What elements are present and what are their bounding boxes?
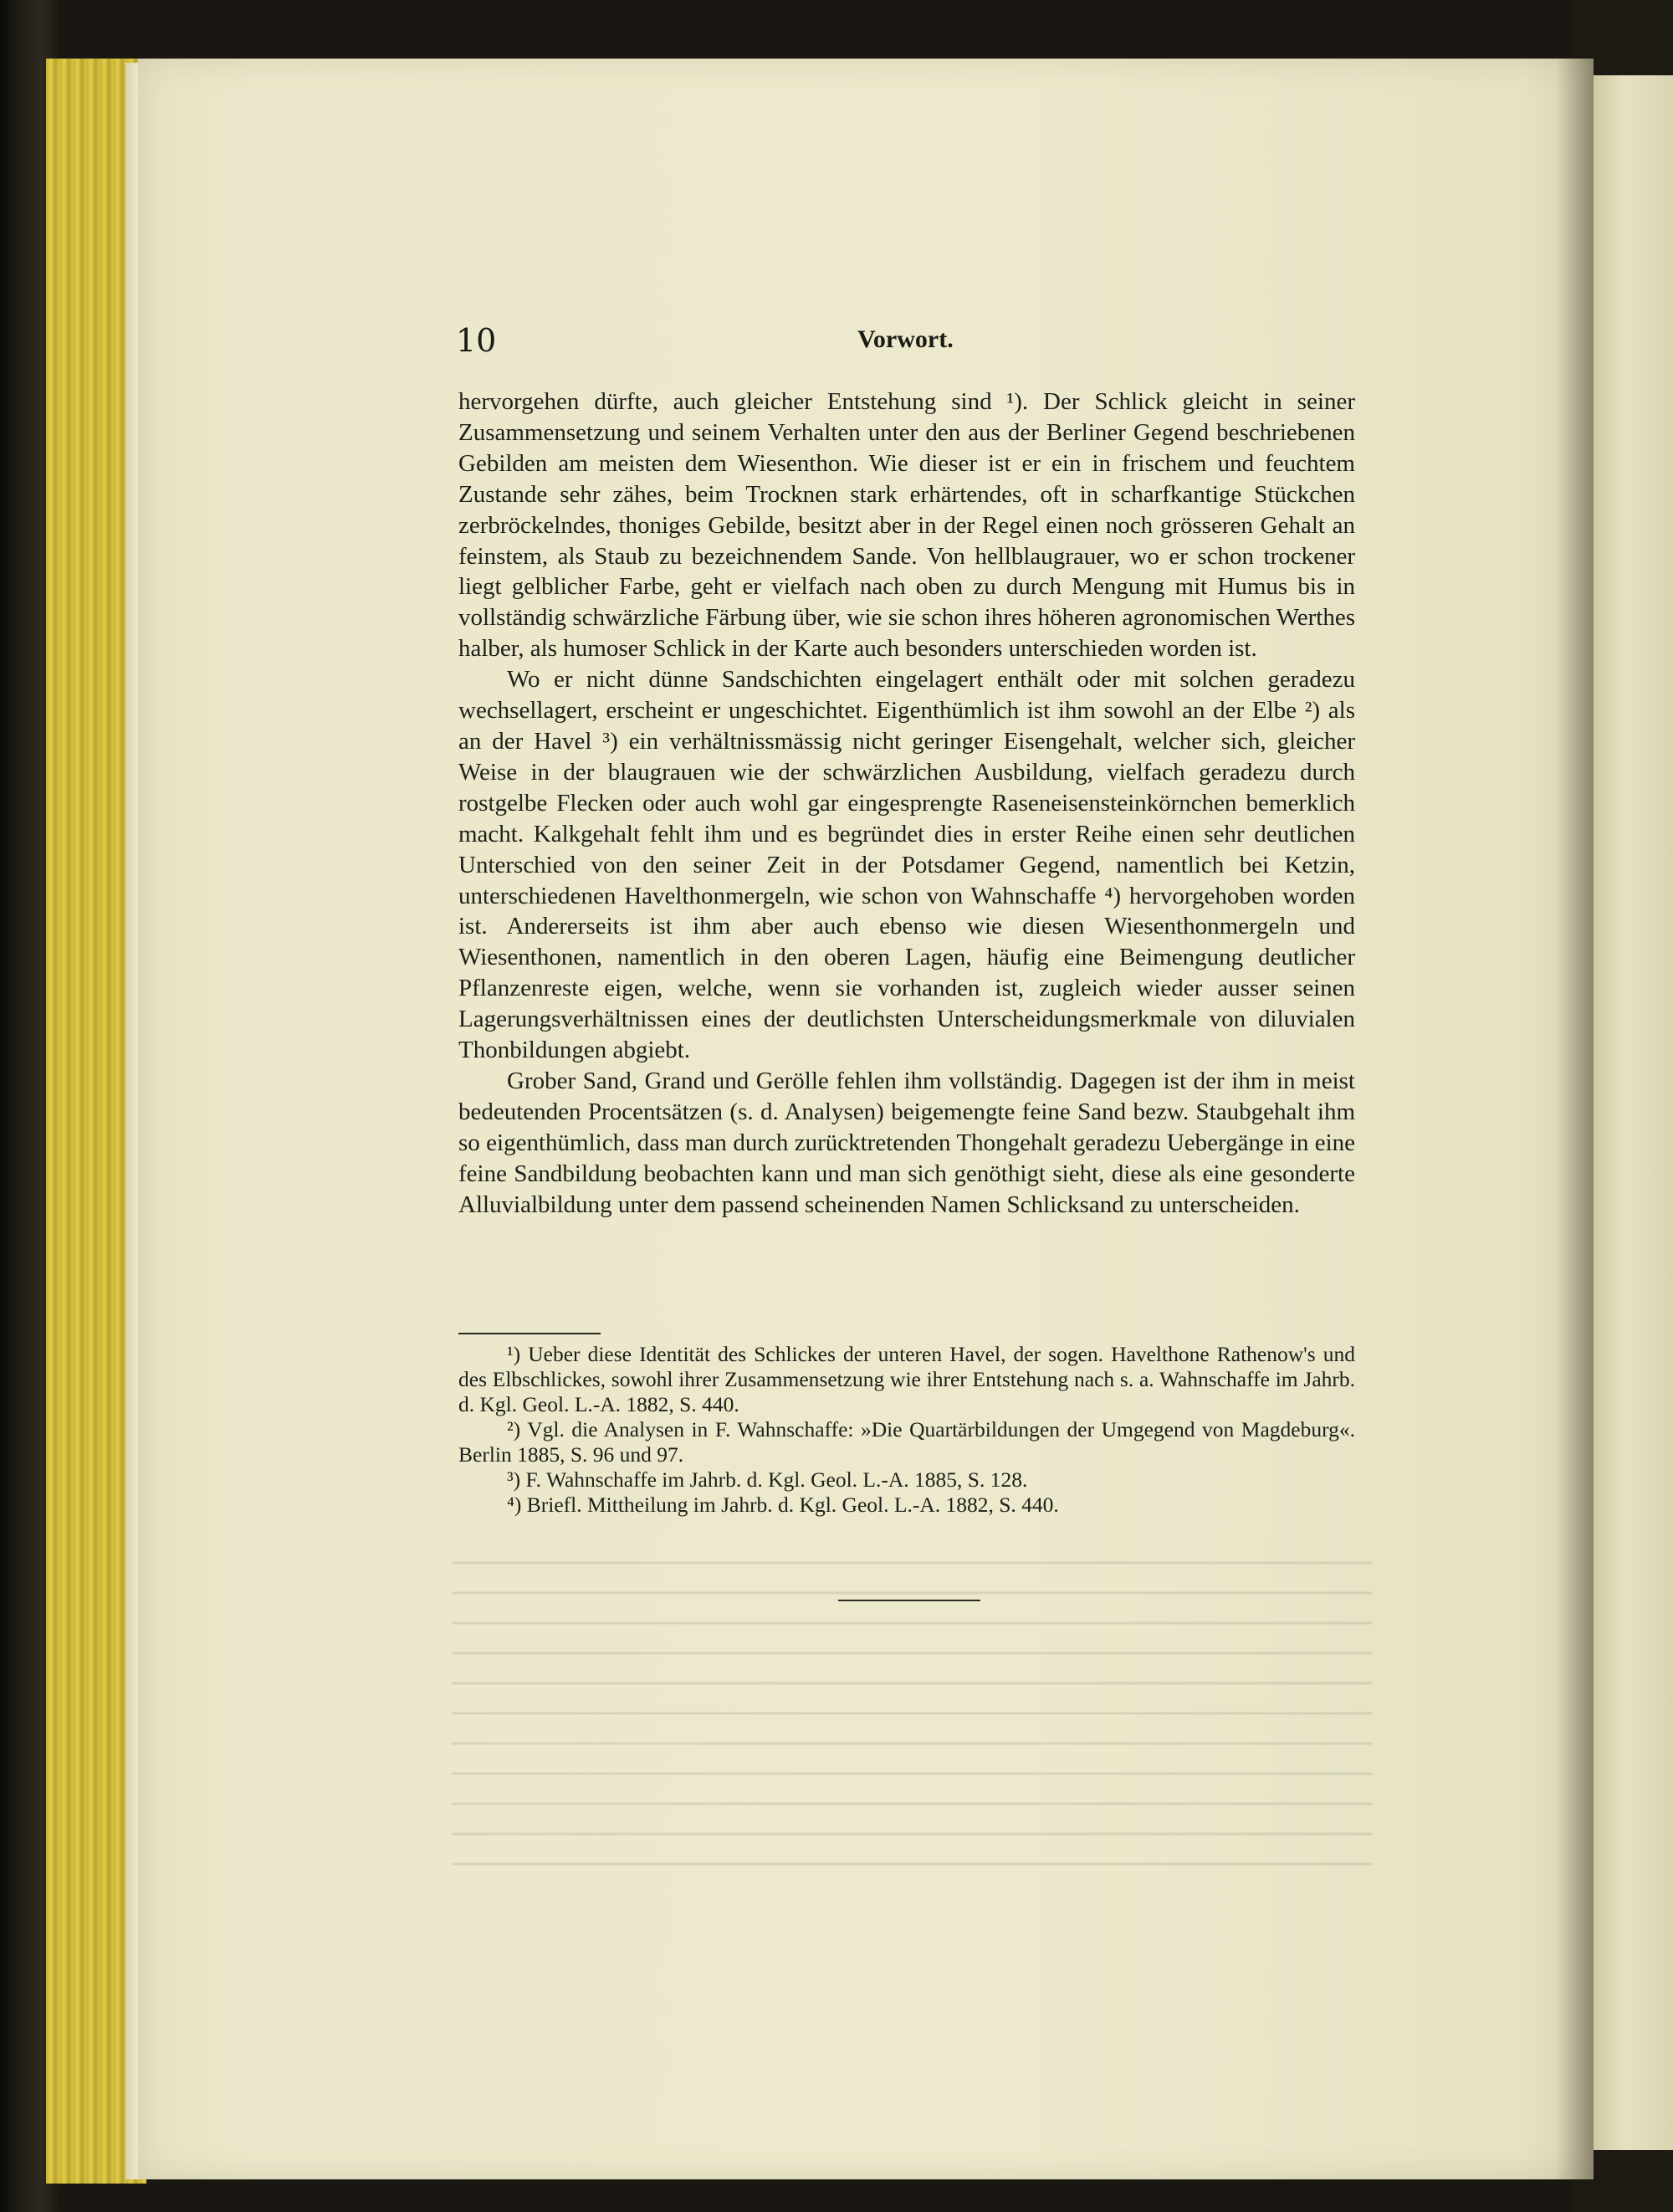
footnote-4: ⁴) Briefl. Mittheilung im Jahrb. d. Kgl. Geol. L.-A. 1882, S. 440. (507, 1493, 1059, 1517)
main-text (458, 387, 1355, 1220)
section-end-rule (838, 1600, 980, 1601)
paragraph-2: Wo er nicht dünne Sandschichten eingelagert enthält oder mit solchen geradezu wechsellagert, erscheint er ungeschichtet. Eigenthümlich ist ihm sowohl an der Elbe ²) als an der Havel ³) ein verhältnissmässig nicht geringer Eisengehalt, welcher sich, gleicher Weise in der blaugrauen wie der schwärzlichen Ausbildung, vielfach geradezu durch rostgelbe Flecken oder auch wohl gar eingesprengte Raseneisensteinkörnchen bemerklich macht. Kalkgehalt fehlt ihm und es begründet dies in erster Reihe einen sehr deutlichen Unterschied von den seiner Zeit in der Potsdamer Gegend, namentlich bei Ketzin, unterschiedenen Havelthonmergeln, wie schon von Wahnschaffe ⁴) hervorgehoben worden ist. Andererseits ist ihm aber auch ebenso wie diesen Wiesenthonmergeln und Wiesenthonen, namentlich in den oberen Lagen, häufig eine Beimengung deutlicher Pflanzenreste eigen, welche, wenn sie vorhanden ist, zugleich wieder ausser seinen Lagerungsverhältnissen eines der deutlichsten Unterscheidungsmerkmale von diluvialen Thonbildungen abgiebt. (458, 666, 1355, 1064)
footnote-separator (458, 1333, 601, 1334)
footnote-3: ³) F. Wahnschaffe im Jahrb. d. Kgl. Geol. L.-A. 1885, S. 128. (507, 1467, 1028, 1492)
footnote-1: ¹) Ueber diese Identität des Schlickes der unteren Havel, der sogen. Havelthone Rathenow's und des Elbschlickes, sowohl ihrer Zusammensetzung wie ihrer Entstehung nach s. a. Wahnschaffe im Jahrb. d. Kgl. Geol. L.-A. 1882, S. 440. (458, 1342, 1355, 1416)
footnote-2: ²) Vgl. die Analysen in F. Wahnschaffe: »Die Quartärbildungen der Umgegend von Magdeburg«. Berlin 1885, S. 96 und 97. (458, 1417, 1355, 1467)
page-header (456, 322, 1359, 364)
paragraph-3: Grober Sand, Grand und Gerölle fehlen ihm vollständig. Dagegen ist der ihm in meist bedeutenden Procentsätzen (s. d. Analysen) beigemengte feine Sand bezw. Staubgehalt ihm so eigenthümlich, dass man durch zurücktretenden Thongehalt geradezu Uebergänge in eine feine Sandbildung beobachten kann und man sich genöthigt sieht, diese als eine gesonderte Alluvialbildung unter dem passend scheinenden Namen Schlicksand zu unterscheiden. (458, 1067, 1355, 1218)
footnotes (458, 1342, 1355, 1518)
page-number: 10 (456, 322, 497, 359)
show-through-text (452, 1539, 1372, 1891)
facing-page-edge (1594, 75, 1673, 2150)
gutter-shadow (1556, 59, 1594, 2179)
paragraph-1: hervorgehen dürfte, auch gleicher Entstehung sind ¹). Der Schlick gleicht in seiner Zusammensetzung und seinem Verhalten unter den aus der Berliner Gegend beschriebenen Gebilden am meisten dem Wiesenthon. Wie dieser ist er ein in frischem und feuchtem Zustande sehr zähes, beim Trocknen stark erhärtendes, oft in scharfkantige Stückchen zerbröckelndes, thoniges Gebilde, besitzt aber in der Regel einen noch grösseren Gehalt an feinstem, als Staub zu bezeichnendem Sande. Von hellblaugrauer, wo er schon trockener liegt gelblicher Farbe, geht er vielfach nach oben zu durch Mengung mit Humus bis in vollständig schwärzliche Färbung über, wie sie schon ihres höheren agronomischen Werthes halber, als humoser Schlick in der Karte auch besonders unterschieden worden ist. (458, 388, 1355, 663)
running-head: Vorwort. (857, 325, 954, 353)
